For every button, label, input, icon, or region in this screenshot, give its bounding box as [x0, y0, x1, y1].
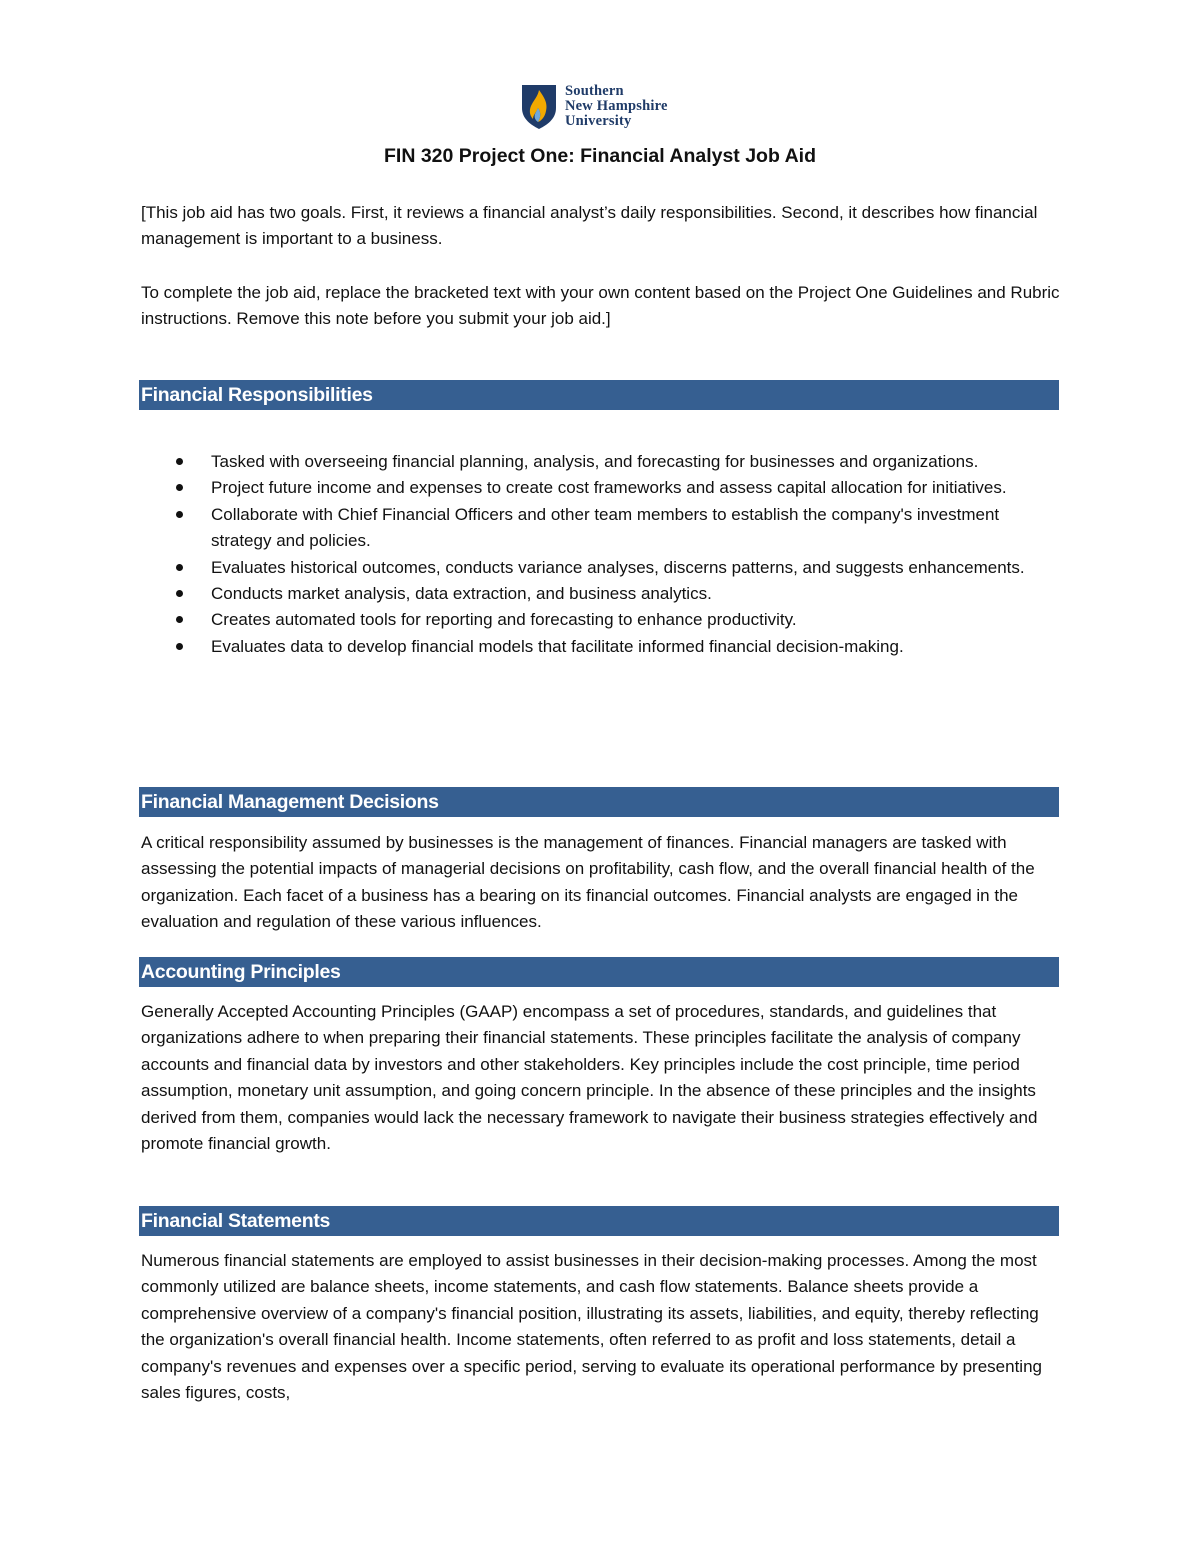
heading-financial-management-decisions: Financial Management Decisions — [139, 787, 1059, 817]
statements-paragraph: Numerous financial statements are employed to assist businesses in their decision-making processes. Among the most commonly utilized are balance sheets, income statements, and cash flow statements. Balance sheets provide a comprehensive overview of a company's financial position, illustrating its assets, liabilities, and equity, thereby reflecting the organization's overall financial health. Income statements, often referred to as profit and loss statements, detail a company's revenues and expenses over a specific period, serving to evaluate its operational performance by presenting sales figures, costs, — [141, 1251, 1042, 1403]
heading-accounting-principles: Accounting Principles — [139, 957, 1059, 987]
responsibilities-list — [141, 449, 1061, 660]
list-item: Conducts market analysis, data extraction, and business analytics. — [141, 581, 1061, 607]
logo-line-1: Southern — [565, 83, 624, 99]
university-logo — [521, 84, 668, 130]
heading-financial-statements: Financial Statements — [139, 1206, 1059, 1236]
logo-line-3: University — [565, 113, 632, 129]
list-item: Evaluates historical outcomes, conducts variance analyses, discerns patterns, and suggests enhancements. — [141, 555, 1061, 581]
management-paragraph: A critical responsibility assumed by businesses is the management of finances. Financial managers are tasked with assessing the potential impacts of managerial decisions on profitability, cash flow, and the overall financial health of the organization. Each facet of a business has a bearing on its financial outcomes. Financial analysts are engaged in the evaluation and regulation of these various influences. — [141, 833, 1035, 932]
flame-shield-icon — [521, 84, 557, 130]
heading-financial-responsibilities: Financial Responsibilities — [139, 380, 1059, 410]
list-item: Evaluates data to develop financial models that facilitate informed financial decision-making. — [141, 634, 1061, 660]
logo-line-2: New Hampshire — [565, 98, 668, 114]
list-item: Project future income and expenses to create cost frameworks and assess capital allocation for initiatives. — [141, 475, 1061, 501]
accounting-paragraph: Generally Accepted Accounting Principles (GAAP) encompass a set of procedures, standards, and guidelines that organizations adhere to when preparing their financial statements. These principles facilitate the analysis of company accounts and financial data by investors and other stakeholders. Key principles include the cost principle, time period assumption, monetary unit assumption, and going concern principle. In the absence of these principles and the insights derived from them, companies would lack the necessary framework to navigate their business strategies effectively and promote financial growth. — [141, 1002, 1038, 1154]
university-name — [565, 84, 668, 129]
intro-paragraph-1: [This job aid has two goals. First, it reviews a financial analyst’s daily responsibilities. Second, it describes how financial management is important to a business. — [141, 203, 1038, 249]
document-title: FIN 320 Project One: Financial Analyst Job Aid — [384, 145, 816, 167]
list-item: Collaborate with Chief Financial Officers and other team members to establish the company's investment strategy and policies. — [141, 502, 1061, 555]
list-item: Creates automated tools for reporting and forecasting to enhance productivity. — [141, 607, 1061, 633]
list-item: Tasked with overseeing financial planning, analysis, and forecasting for businesses and organizations. — [141, 449, 1061, 475]
intro-paragraph-2: To complete the job aid, replace the bracketed text with your own content based on the Project One Guidelines and Rubric instructions. Remove this note before you submit your job aid.] — [141, 283, 1060, 329]
